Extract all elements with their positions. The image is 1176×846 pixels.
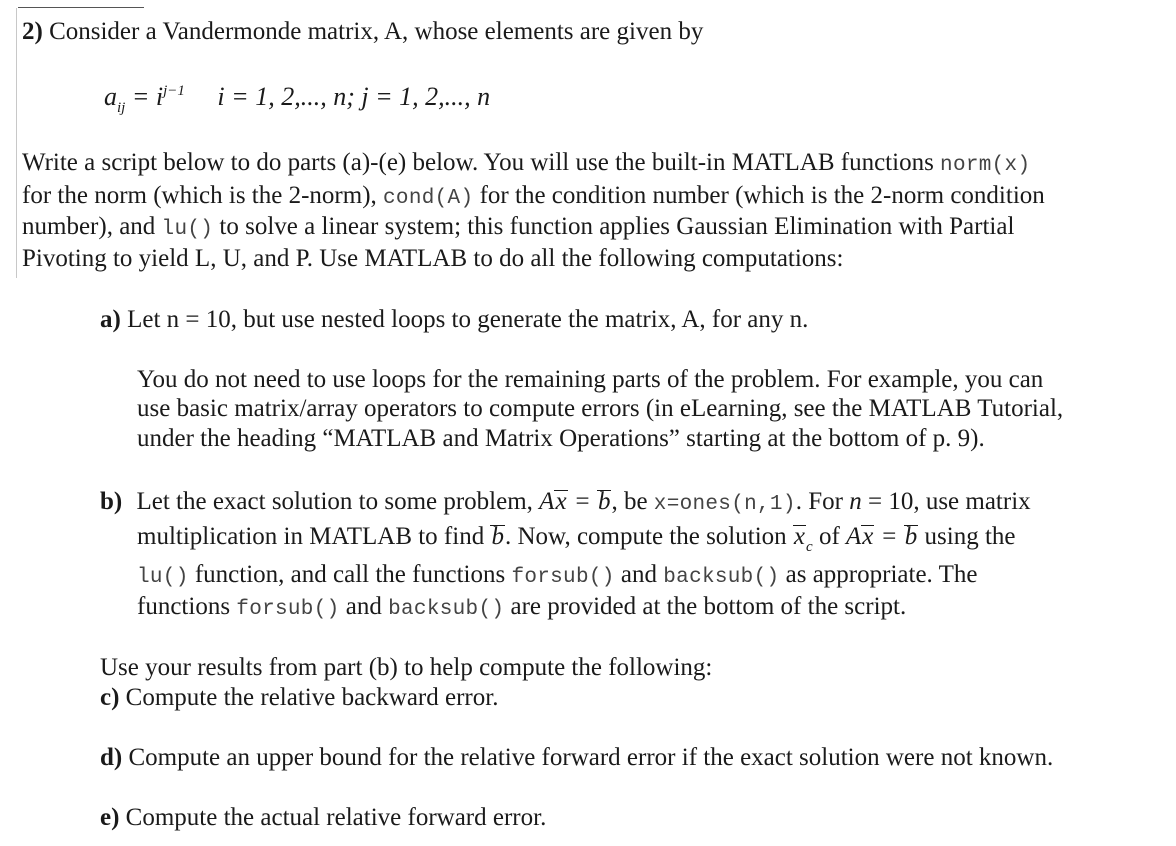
- intro-line-1: [22, 148, 1030, 181]
- intro-text: for the condition number (which is the 2-norm condition: [479, 182, 1045, 209]
- part-b-text: and: [620, 561, 658, 588]
- part-e: [100, 803, 546, 833]
- part-b-label: b): [100, 488, 123, 515]
- part-b-text: are provided at the bottom of the script.: [510, 593, 907, 620]
- part-b-line-1: [100, 487, 1031, 520]
- code-forsub: forsub(): [236, 598, 340, 621]
- part-c: [100, 683, 498, 713]
- use-results-line: Use your results from part (b) to help compute the following:: [100, 654, 713, 681]
- part-b-text: function, and call the functions: [194, 561, 506, 588]
- math-ax-eq-b-2: Ax = b: [846, 523, 918, 550]
- eq-exponent: j−1: [163, 83, 185, 99]
- math-ax-eq-b: Ax = b: [539, 488, 611, 515]
- part-e-text: Compute the actual relative forward error.: [125, 804, 547, 831]
- math-n: n: [849, 488, 862, 515]
- part-a: [100, 305, 808, 335]
- part-c-text: Compute the relative backward error.: [125, 684, 499, 711]
- part-b-text: . Now, compute the solution: [504, 523, 787, 550]
- problem-heading: [22, 17, 703, 47]
- left-frame-line: [16, 8, 17, 278]
- part-b-line-2: [137, 522, 1016, 555]
- part-b-text: and: [345, 593, 382, 620]
- intro-line-3: [22, 212, 1014, 245]
- math-x-c: $x_c$: [793, 523, 813, 555]
- intro-line-2: [22, 181, 1045, 214]
- intro-text: number), and: [22, 213, 156, 240]
- part-b-text: of: [818, 523, 840, 550]
- part-b-text: multiplication in MATLAB to find: [137, 523, 485, 550]
- part-b-text: = 10, use matrix: [867, 488, 1031, 515]
- part-a-label: a): [100, 306, 121, 333]
- intro-text: Write a script below to do parts (a)-(e) below. You will use the built-in MATLAB functions: [22, 149, 934, 176]
- part-d-label: d): [100, 744, 123, 771]
- eq-a: a: [104, 82, 117, 111]
- eq-rhs: = i: [131, 82, 164, 111]
- intro-text: to solve a linear system; this function applies Gaussian Elimination with Partial: [219, 213, 1015, 240]
- part-c-label: c): [100, 684, 120, 711]
- part-b-text: Let the exact solution to some problem,: [136, 488, 533, 515]
- code-lu: lu(): [137, 566, 189, 589]
- note-line-1: You do not need to use loops for the remaining parts of the problem. For example, you can: [137, 366, 1044, 393]
- part-b-line-4: [137, 592, 906, 625]
- intro-text: for the norm (which is the 2-norm),: [22, 182, 377, 209]
- part-b-line-3: [137, 560, 977, 593]
- code-backsub: backsub(): [663, 566, 780, 589]
- intro-text: Pivoting to yield L, U, and P. Use MATLAB to do all the following computations:: [22, 245, 844, 272]
- part-d: [100, 743, 1053, 773]
- vandermonde-equation: [104, 82, 490, 116]
- part-a-text: Let n = 10, but use nested loops to generate the matrix, A, for any n.: [127, 306, 809, 333]
- eq-sub: ij: [117, 100, 126, 116]
- code-lu: lu(): [161, 218, 214, 241]
- top-rule: [18, 7, 144, 8]
- part-b-text: . For: [795, 488, 843, 515]
- code-cond: cond(A): [383, 187, 474, 210]
- part-e-label: e): [100, 804, 120, 831]
- part-b-text: functions: [137, 593, 231, 620]
- eq-range: i = 1, 2,..., n; j = 1, 2,..., n: [217, 82, 491, 111]
- note-line-2: use basic matrix/array operators to compute errors (in eLearning, see the MATLAB Tutorial,: [137, 395, 1064, 422]
- code-norm: norm(x): [940, 154, 1031, 177]
- part-b-text: as appropriate. The: [785, 561, 978, 588]
- math-b-bar: b: [491, 523, 504, 550]
- part-b-text: using the: [924, 523, 1016, 550]
- code-ones: x=ones(n,1): [653, 493, 796, 516]
- note-line-3: under the heading “MATLAB and Matrix Operations” starting at the bottom of p. 9).: [137, 425, 985, 452]
- part-b-text: , be: [611, 488, 648, 515]
- problem-heading-text: Consider a Vandermonde matrix, A, whose elements are given by: [49, 18, 704, 45]
- code-backsub: backsub(): [388, 598, 505, 621]
- intro-line-4: [22, 244, 843, 274]
- part-d-text: Compute an upper bound for the relative forward error if the exact solution were not known.: [128, 744, 1054, 771]
- code-forsub: forsub(): [511, 566, 615, 589]
- problem-number: 2): [22, 18, 43, 45]
